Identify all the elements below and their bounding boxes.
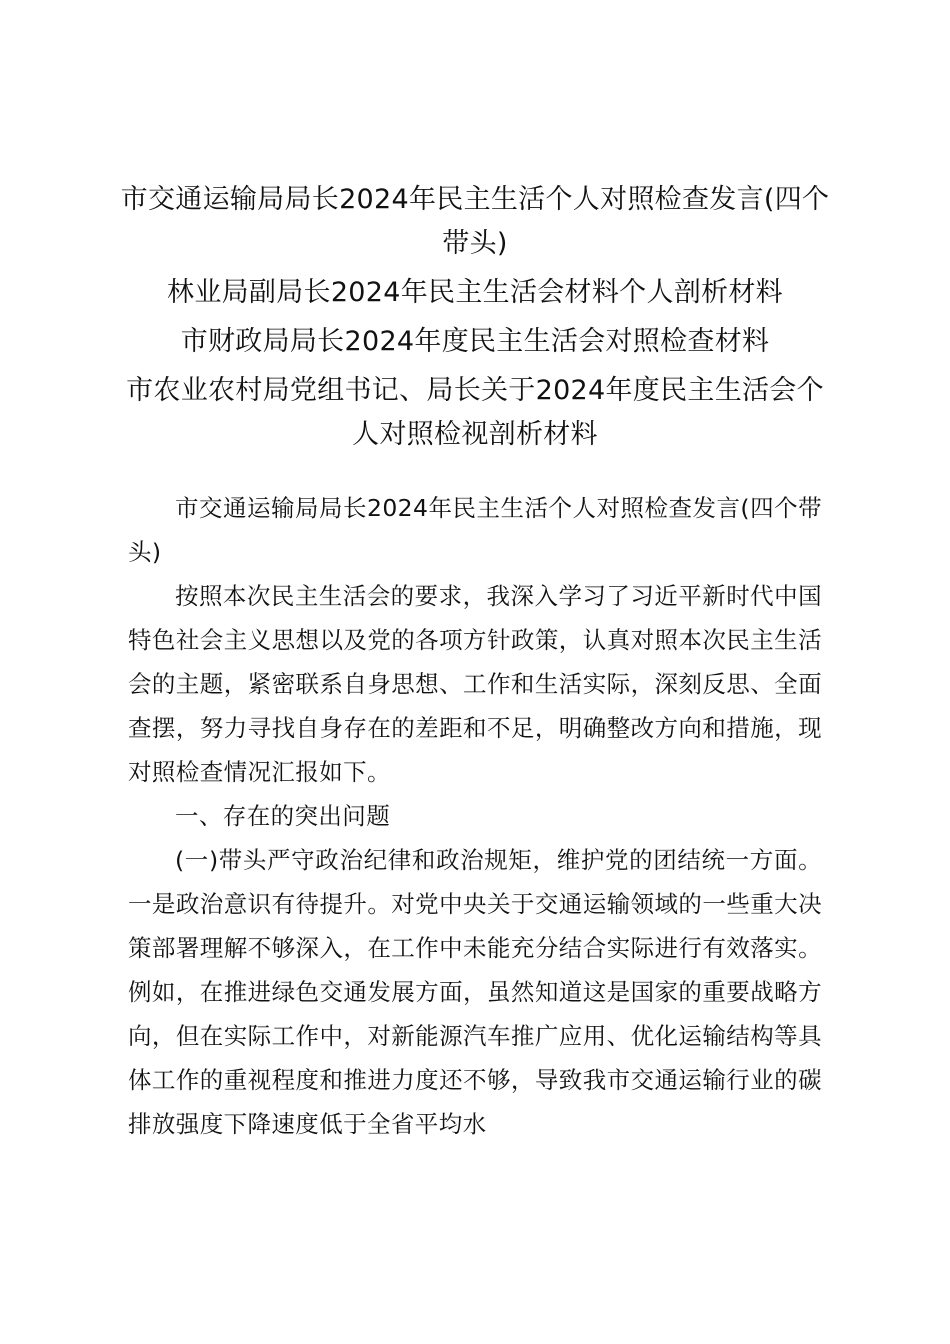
section-one-paragraph: (一)带头严守政治纪律和政治规矩，维护党的团结统一方面。一是政治意识有待提升。对党中央关于交通运输领域的一些重大决策部署理解不够深入，在工作中未能充分结合实际进行有效落实。例如，在推进绿色交通发展方面，虽然知道这是国家的重要战略方向，但在实际工作中，对新能源汽车推广应用、优化运输结构等具体工作的重视程度和推进力度还不够，导致我市交通运输行业的碳排放强度下降速度低于全省平均水: [128, 846, 822, 1138]
document-title-1: 市交通运输局局长2024年民主生活个人对照检查发言(四个带头): [120, 184, 830, 259]
body-heading-paragraph: 市交通运输局局长2024年民主生活个人对照检查发言(四个带头): [128, 494, 822, 566]
document-title-3: 市财政局局长2024年度民主生活会对照检查材料: [180, 326, 770, 357]
intro-paragraph: 按照本次民主生活会的要求，我深入学习了习近平新时代中国特色社会主义思想以及党的各项方针政策，认真对照本次民主生活会的主题，紧密联系自身思想、工作和生活实际，深刻反思、全面查摆，努力寻找自身存在的差距和不足，明确整改方向和措施，现对照检查情况汇报如下。: [128, 582, 822, 786]
document-title-2: 林业局副局长2024年民主生活会材料个人剖析材料: [167, 277, 783, 308]
document-title-4: 市农业农村局党组书记、局长关于2024年度民主生活会个人对照检视剖析材料: [126, 375, 824, 450]
document-title-block: [120, 178, 830, 462]
section-heading: 一、存在的突出问题: [175, 802, 391, 830]
document-body: [128, 486, 822, 1146]
